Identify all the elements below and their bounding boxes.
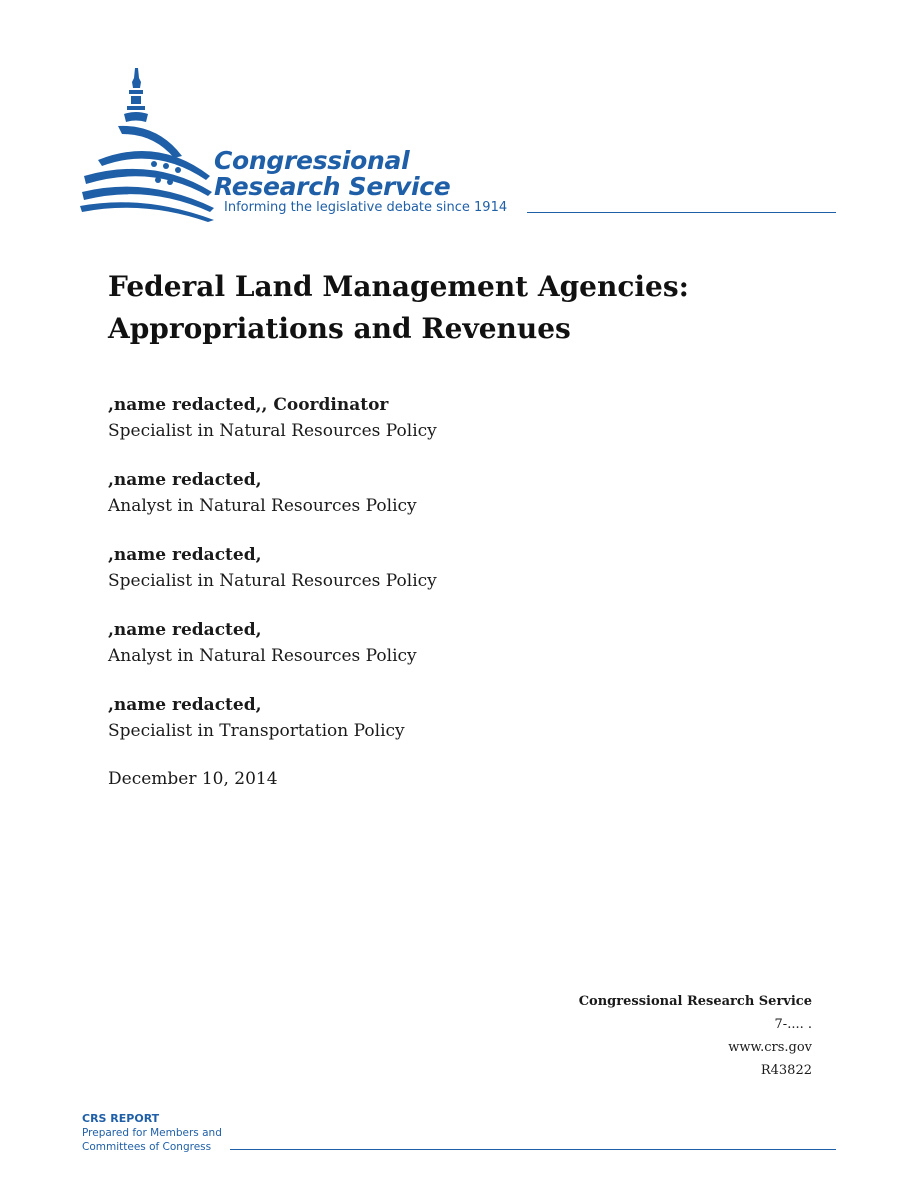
author-name: ,name redacted, (108, 470, 262, 490)
footer-rule (230, 1149, 836, 1150)
author-entry (108, 617, 708, 692)
logo-name-line2: Research Service (214, 172, 451, 201)
capitol-dome-icon (78, 64, 218, 224)
report-number: R43822 (760, 1063, 812, 1078)
report-title (108, 266, 808, 350)
author-list (108, 392, 708, 767)
author-entry (108, 542, 708, 617)
crs-report-footer (82, 1112, 836, 1154)
logo-name-line1: Congressional (214, 146, 410, 175)
author-role: Specialist in Natural Resources Policy (108, 421, 437, 441)
crs-phone: 7-.... . (774, 1017, 812, 1032)
author-role: Specialist in Natural Resources Policy (108, 571, 437, 591)
author-entry (108, 467, 708, 542)
author-entry (108, 692, 708, 767)
crs-logo (78, 64, 838, 224)
author-name: ,name redacted, (108, 545, 262, 565)
footer-line2: Committees of Congress (82, 1141, 212, 1153)
author-role: Specialist in Transportation Policy (108, 721, 405, 741)
author-name: ,name redacted, (108, 695, 262, 715)
crs-website-link[interactable]: www.crs.gov (728, 1040, 812, 1055)
report-title-line1: Federal Land Management Agencies: (108, 270, 689, 303)
crs-org-name: Congressional Research Service (578, 994, 812, 1009)
footer-title: CRS REPORT (82, 1112, 160, 1125)
report-date: December 10, 2014 (108, 769, 278, 789)
author-name: ,name redacted,, Coordinator (108, 395, 389, 415)
author-role: Analyst in Natural Resources Policy (108, 646, 417, 666)
author-role: Analyst in Natural Resources Policy (108, 496, 417, 516)
footer-line1: Prepared for Members and (82, 1127, 222, 1139)
author-entry (108, 392, 708, 467)
crs-contact-block (579, 990, 812, 1082)
logo-rule (527, 212, 836, 213)
logo-tagline: Informing the legislative debate since 1914 (224, 200, 508, 215)
report-title-line2: Appropriations and Revenues (108, 312, 571, 345)
author-name: ,name redacted, (108, 620, 262, 640)
